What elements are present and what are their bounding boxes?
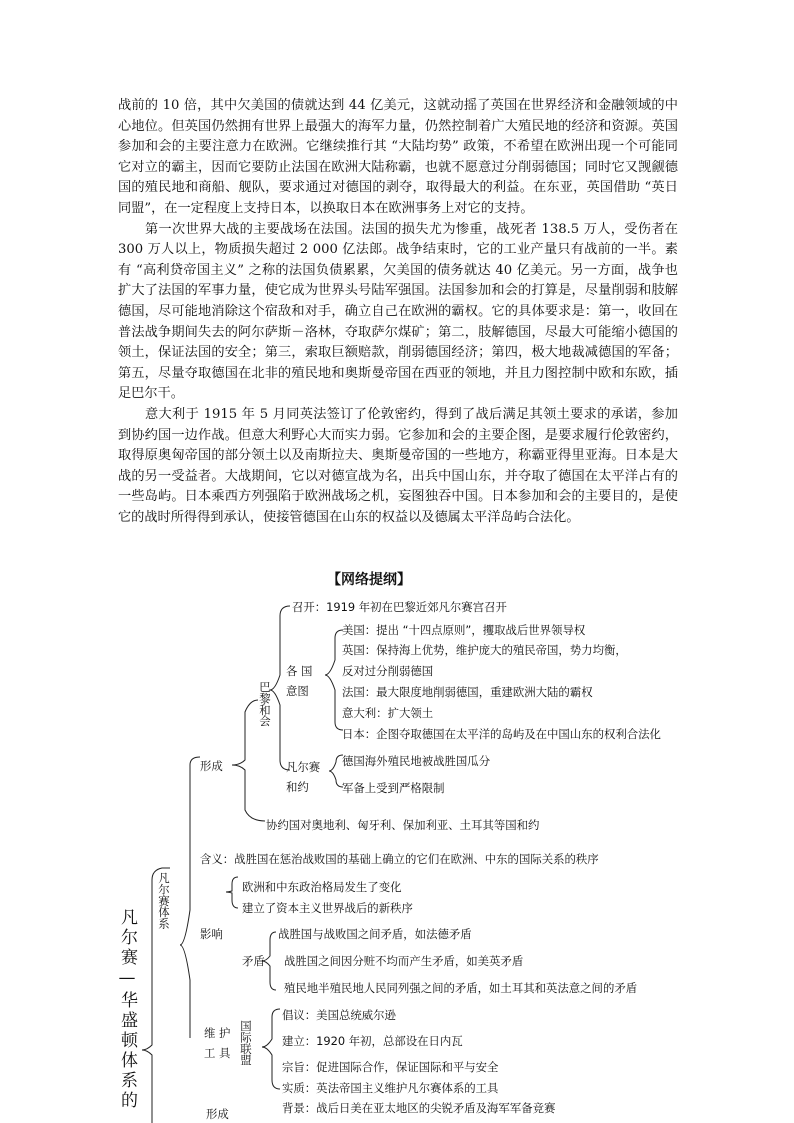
paragraph-britain: 战前的 10 倍，其中欠美国的债就达到 44 亿美元，这就动摇了英国在世界经济和金融领域的中心地位。但英国仍然拥有世界上最强大的海军力量，仍然控制着广大殖民地的经济和资源。英国参加和会的主要注意力在欧洲。它继续推行其 “大陆均势” 政策，不希望在欧洲出现一个可能同它对立的霸主，因而它要防止法国在欧洲大陆称霸，也就不愿意过分削弱德国；同时它又觊觎德国的殖民地和商船、舰队，要求通过对德国的剥夺，取得最大的利益。在东亚，英国借助 “英日同盟”，在一定程度上支持日本，以换取日本在欧洲事务上对它的支持。 [118, 98, 678, 216]
outline-military: 军备上受到严格限制 [342, 781, 445, 795]
outline-versailles: 凡尔赛体系 [157, 872, 171, 929]
outline-aim: 宗旨：促进国际合作，保证国际和平与安全 [282, 1060, 499, 1074]
outline-background: 背景：战后日美在亚太地区的尖锐矛盾及海军军备竞赛 [282, 1101, 556, 1115]
bracket-league [262, 1009, 280, 1089]
outline-root: 凡尔赛—华盛顿体系的 [117, 908, 137, 1111]
outline-convened: 召开：1919 年初在巴黎近郊凡尔赛宫召开 [292, 600, 507, 614]
outline-league: 国际联盟 [239, 1020, 253, 1066]
outline-japan: 日本：企图夺取德国在太平洋的岛屿及在中国山东的权利合法化 [342, 727, 661, 741]
outline-contra-2: 战胜国之间因分赃不均而产生矛盾，如美英矛盾 [284, 954, 524, 968]
outline-uk-1: 英国：保持海上优势，维护庞大的殖民帝国，势力均衡， [342, 643, 627, 657]
outline-contra-1: 战胜国与战败国之间矛盾，如法德矛盾 [278, 927, 472, 941]
outline-intentions-2: 意图 [286, 684, 309, 698]
outline-impact: 影响 [200, 927, 223, 941]
bracket-intentions [325, 630, 343, 730]
outline-maintain-1: 维 护 [204, 1026, 231, 1040]
outline-treaty-1: 凡尔赛 [286, 760, 321, 774]
outline-essence: 实质：英法帝国主义维护凡尔赛体系的工具 [282, 1081, 499, 1095]
outline-france: 法国：最大限度地削弱德国，重建欧洲大陆的霸权 [342, 685, 593, 699]
outline-proposal: 倡议：美国总统威尔逊 [282, 1008, 396, 1022]
bracket-treaty [329, 755, 343, 787]
outline-maintain-2: 工 具 [204, 1046, 231, 1060]
outline-intentions-1: 各 国 [286, 664, 313, 678]
paragraph-france: 第一次世界大战的主要战场在法国。法国的损失尤为惨重，战死者 138.5 万人，受伤者在 300 万人以上，物质损失超过 2 000 亿法郎。战争结束时，它的工业产量只有战前的一半。素有 “高利贷帝国主义” 之称的法国负债累累，欠美国的债务就达 40 亿美元。另一方面，战争也扩大了法国的军事力量，使它成为世界头号陆军强国。法国参加和会的打算是，尽量削弱和肢解德国，尽可能地消除这个宿敌和对手，确立自己在欧洲的霸权。它的具体要求是：第一，收回在普法战争期间失去的阿尔萨斯－洛林，夺取萨尔煤矿；第二，肢解德国，尽最大可能缩小德国的领土，保证法国的安全；第三，索取巨额赔款，削弱德国经济；第四，极大地裁减德国的军备；第五，尽量夺取德国在北非的殖民地和奥斯曼帝国在西亚的领地，并且力图控制中欧和东欧，插足巴尔干。 [118, 221, 678, 402]
outline-usa: 美国：提出 “十四点原则”，攫取战后世界领导权 [342, 623, 586, 637]
outline-paris-conference: 巴黎和会 [258, 681, 272, 727]
outline-meaning: 含义：战胜国在惩治战败国的基础上确立的它们在欧洲、中东的国际关系的秩序 [200, 852, 599, 866]
outline-italy: 意大利：扩大领土 [342, 706, 434, 720]
outline-other-treaties: 协约国对奥地利、匈牙利、保加利亚、土耳其等国和约 [266, 818, 540, 832]
outline-treaty-2: 和约 [286, 780, 309, 794]
outline-formation-2: 形成 [206, 1107, 229, 1121]
outline-founded: 建立：1920 年初，总部设在日内瓦 [282, 1034, 463, 1048]
outline-colonies: 德国海外殖民地被战胜国瓜分 [342, 754, 491, 768]
outline-impact-change: 欧洲和中东政治格局发生了变化 [242, 880, 402, 894]
bracket-versailles [180, 757, 200, 1038]
outline-formation: 形成 [200, 759, 223, 773]
outline-heading: 【网络提纲】 [327, 572, 411, 588]
outline-impact-order: 建立了资本主义世界战后的新秩序 [242, 901, 413, 915]
outline-contradictions: 矛盾 [242, 954, 265, 968]
outline-uk-2: 反对过分削弱德国 [342, 664, 434, 678]
paragraph-italy-japan: 意大利于 1915 年 5 月同英法签订了伦敦密约，得到了战后满足其领土要求的承诺，参加到协约国一边作战。但意大利野心大而实力弱。它参加和会的主要企图，是要求履行伦敦密约，取得原奥匈帝国的部分领土以及南斯拉夫、奥斯曼帝国的一些地方，称霸亚得里亚海。日本是大战的另一受益者。大战期间，它以对德宣战为名，出兵中国山东，并夺取了德国在太平洋占有的一些岛屿。日本乘西方列强陷于欧洲战场之机，妄图独吞中国。日本参加和会的主要目的，是使它的战时所得得到承认，使接管德国在山东的权益以及德属太平洋岛屿合法化。 [118, 406, 678, 525]
outline-contra-3: 殖民地半殖民地人民同列强之间的矛盾，如土耳其和英法意之间的矛盾 [284, 981, 638, 995]
bracket-impact [226, 877, 238, 908]
